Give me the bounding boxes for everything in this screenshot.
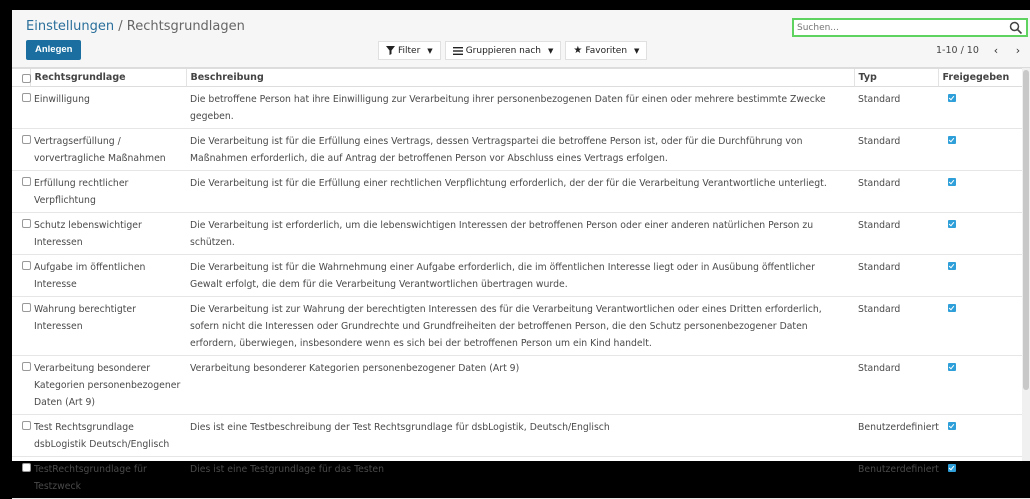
breadcrumb-parent-link[interactable]: Einstellungen [26, 19, 115, 34]
scrollbar-thumb[interactable] [1023, 70, 1029, 390]
row-checkbox[interactable] [22, 177, 31, 186]
released-checkbox-checked [948, 220, 956, 228]
caret-down-icon: ▼ [548, 46, 554, 55]
filter-button[interactable] [378, 41, 441, 60]
group-by-label: Gruppieren nach [465, 45, 542, 56]
list-table [12, 68, 1030, 499]
row-released-cell [938, 213, 1030, 255]
row-released-cell [938, 171, 1030, 213]
released-checkbox-checked [948, 178, 956, 186]
row-name[interactable]: Erfüllung rechtlicher Verpflichtung [30, 171, 186, 213]
row-name[interactable]: Verarbeitung besonderer Kategorien personenbezogener Daten (Art 9) [30, 356, 186, 415]
create-button[interactable]: Anlegen [26, 40, 81, 60]
search-box[interactable] [792, 18, 1028, 37]
row-description[interactable]: Verarbeitung besonderer Kategorien personenbezogener Daten (Art 9) [186, 356, 854, 415]
row-checkbox[interactable] [22, 93, 31, 102]
caret-down-icon: ▼ [427, 46, 433, 55]
row-released-cell [938, 457, 1030, 499]
row-released-cell [938, 297, 1030, 356]
table-row[interactable] [12, 87, 1030, 129]
table-body [12, 87, 1030, 499]
table-header-row [12, 69, 1030, 87]
row-checkbox[interactable] [22, 463, 31, 472]
control-panel [12, 10, 1030, 68]
table-row[interactable] [12, 415, 1030, 457]
released-checkbox-checked [948, 422, 956, 430]
row-checkbox[interactable] [22, 135, 31, 144]
row-name[interactable]: Schutz lebenswichtiger Interessen [30, 213, 186, 255]
table-row[interactable] [12, 213, 1030, 255]
breadcrumb [26, 19, 245, 34]
select-all-checkbox[interactable] [22, 74, 31, 83]
row-description[interactable]: Die Verarbeitung ist für die Wahrnehmung einer Aufgabe erforderlich, die im öffentlichen Interesse liegt oder in Ausübung öffentlicher Gewalt erfolgt, die dem für die Verarbeitung Verantwortlichen übertragen wurde. [186, 255, 854, 297]
table-row[interactable] [12, 457, 1030, 499]
scrollbar[interactable] [1022, 68, 1030, 461]
row-checkbox[interactable] [22, 303, 31, 312]
table-row[interactable] [12, 129, 1030, 171]
column-header-type[interactable]: Typ [854, 69, 938, 87]
row-type[interactable]: Standard [854, 255, 938, 297]
pager-next-button[interactable]: › [1015, 44, 1021, 57]
row-type[interactable]: Benutzerdefiniert [854, 457, 938, 499]
row-name[interactable]: Aufgabe im öffentlichen Interesse [30, 255, 186, 297]
row-description[interactable]: Die Verarbeitung ist für die Erfüllung eines Vertrags, dessen Vertragspartei die betroffene Person ist, oder für die Durchführung von Maßnahmen erforderlich, die auf Antrag der betroffenen Person vor Abschluss eines Vertrags erfolgen. [186, 129, 854, 171]
row-released-cell [938, 87, 1030, 129]
row-type[interactable]: Standard [854, 171, 938, 213]
row-released-cell [938, 356, 1030, 415]
row-description[interactable]: Dies ist eine Testgrundlage für das Testen [186, 457, 854, 499]
row-select-cell [12, 129, 30, 171]
row-released-cell [938, 415, 1030, 457]
row-type[interactable]: Standard [854, 213, 938, 255]
row-released-cell [938, 255, 1030, 297]
row-checkbox[interactable] [22, 362, 31, 371]
row-select-cell [12, 457, 30, 499]
favorites-button[interactable] [565, 41, 647, 60]
released-checkbox-checked [948, 304, 956, 312]
select-all-cell [12, 69, 30, 87]
row-checkbox[interactable] [22, 421, 31, 430]
row-type[interactable]: Benutzerdefiniert [854, 415, 938, 457]
pager-previous-button[interactable]: ‹ [993, 44, 999, 57]
row-select-cell [12, 255, 30, 297]
row-description[interactable]: Dies ist eine Testbeschreibung der Test Rechtsgrundlage für dsbLogistik, Deutsch/Englisch [186, 415, 854, 457]
row-description[interactable]: Die Verarbeitung ist für die Erfüllung einer rechtlichen Verpflichtung erforderlich, der der für die Verarbeitung Verantwortliche unterliegt. [186, 171, 854, 213]
released-checkbox-checked [948, 262, 956, 270]
row-name[interactable]: Vertragserfüllung / vorvertragliche Maßnahmen [30, 129, 186, 171]
row-type[interactable]: Standard [854, 297, 938, 356]
table-row[interactable] [12, 356, 1030, 415]
row-name[interactable]: Wahrung berechtigter Interessen [30, 297, 186, 356]
row-checkbox[interactable] [22, 219, 31, 228]
row-type[interactable]: Standard [854, 129, 938, 171]
pager [936, 44, 1027, 57]
column-header-name[interactable]: Rechtsgrundlage [30, 69, 186, 87]
row-select-cell [12, 171, 30, 213]
table-row[interactable] [12, 297, 1030, 356]
search-icon[interactable] [1009, 21, 1023, 35]
breadcrumb-separator: / [114, 19, 127, 34]
row-description[interactable]: Die Verarbeitung ist erforderlich, um die lebenswichtigen Interessen der betroffenen Person oder einer anderen natürlichen Person zu schützen. [186, 213, 854, 255]
row-name[interactable]: Einwilligung [30, 87, 186, 129]
list-icon [453, 47, 463, 55]
row-type[interactable]: Standard [854, 87, 938, 129]
row-select-cell [12, 356, 30, 415]
app-window [12, 10, 1030, 492]
filter-icon [386, 46, 395, 55]
search-input[interactable] [794, 20, 1002, 35]
search-options [378, 41, 651, 60]
column-header-description[interactable]: Beschreibung [186, 69, 854, 87]
row-description[interactable]: Die Verarbeitung ist zur Wahrung der berechtigten Interessen des für die Verarbeitung Verantwortlichen oder eines Dritten erforderlich, sofern nicht die Interessen oder Grundrechte und Grundfreiheiten der betroffenen Person, die den Schutz personenbezogener Daten erfordern, überwiegen, insbesondere wenn es sich bei der betroffenen Person um ein Kind handelt. [186, 297, 854, 356]
released-checkbox-checked [948, 464, 956, 472]
row-select-cell [12, 87, 30, 129]
caret-down-icon: ▼ [634, 46, 640, 55]
released-checkbox-checked [948, 363, 956, 371]
table-row[interactable] [12, 171, 1030, 213]
row-released-cell [938, 129, 1030, 171]
row-select-cell [12, 213, 30, 255]
group-by-button[interactable] [445, 41, 562, 60]
row-name[interactable]: TestRechtsgrundlage für Testzweck [30, 457, 186, 499]
released-checkbox-checked [948, 136, 956, 144]
row-description[interactable]: Die betroffene Person hat ihre Einwilligung zur Verarbeitung ihrer personenbezogenen Daten für einen oder mehrere bestimmte Zwecke gegeben. [186, 87, 854, 129]
released-checkbox-checked [948, 94, 956, 102]
star-icon: ★ [573, 45, 583, 56]
table-row[interactable] [12, 255, 1030, 297]
filter-label: Filter [398, 45, 421, 56]
column-header-released[interactable]: Freigegeben [938, 69, 1030, 87]
row-checkbox[interactable] [22, 261, 31, 270]
favorites-label: Favoriten [585, 45, 628, 56]
pager-range[interactable]: 1-10 / 10 [936, 45, 979, 56]
breadcrumb-current: Rechtsgrundlagen [126, 19, 245, 34]
row-name[interactable]: Test Rechtsgrundlage dsbLogistik Deutsch/Englisch [30, 415, 186, 457]
row-select-cell [12, 297, 30, 356]
row-select-cell [12, 415, 30, 457]
row-type[interactable]: Standard [854, 356, 938, 415]
